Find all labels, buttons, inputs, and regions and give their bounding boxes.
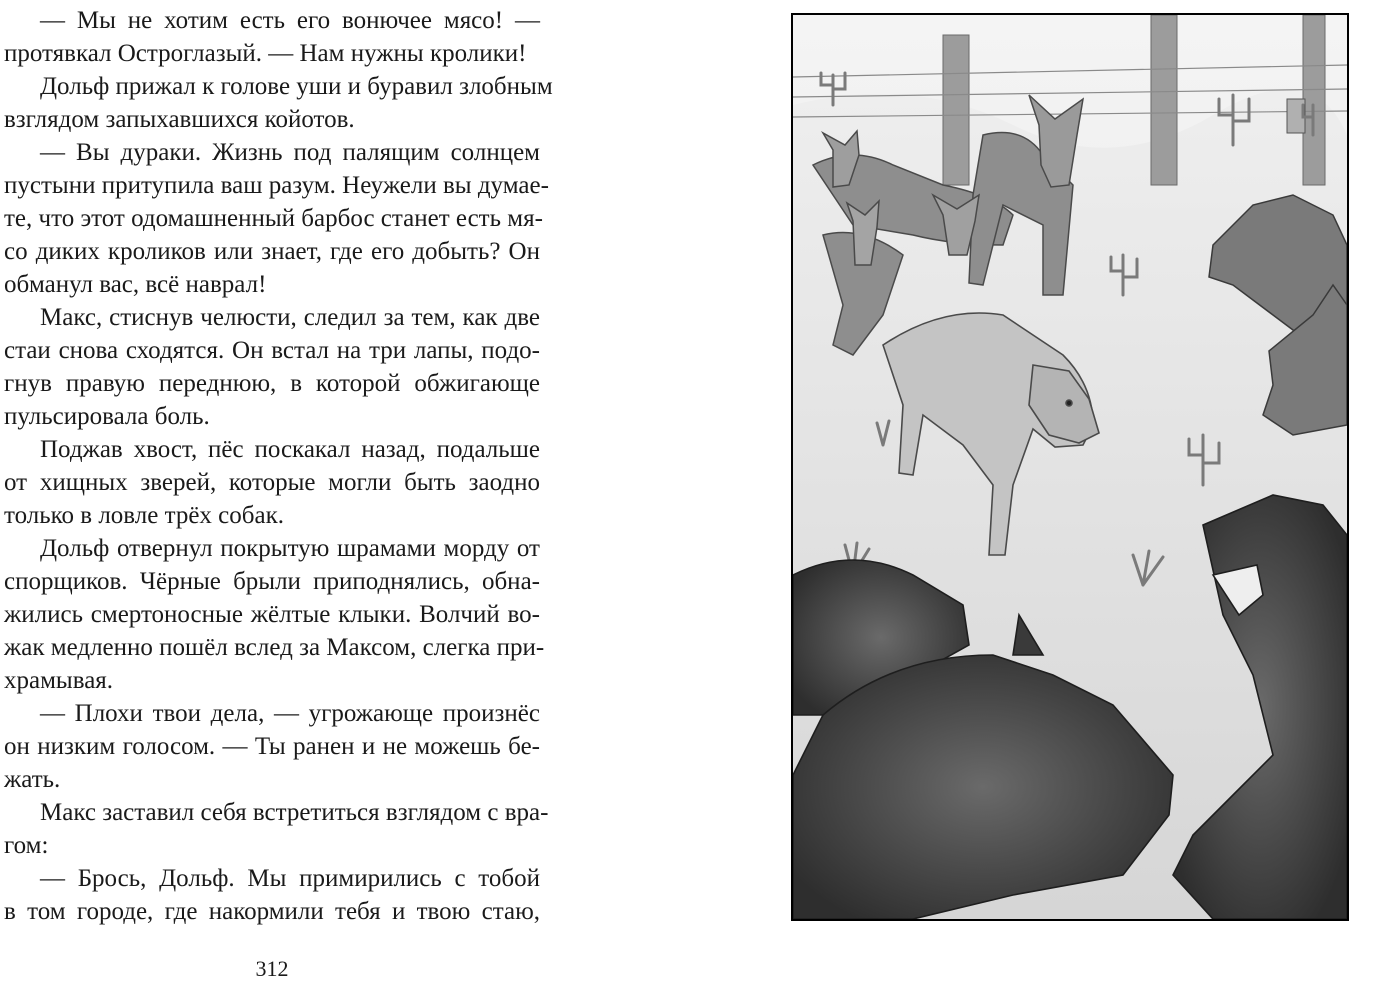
text-line: только в ловле трёх собак. xyxy=(4,502,284,529)
paragraph xyxy=(4,136,549,301)
paragraph xyxy=(4,532,545,697)
illustration-wolves-and-dog xyxy=(791,13,1349,921)
text-line: гнув правую переднюю, в которой обжигающе xyxy=(4,370,540,397)
text-line: спорщиков. Чёрные брыли приподнялись, обна- xyxy=(4,568,540,595)
text-line: гом: xyxy=(4,832,49,859)
text-line: храмывая. xyxy=(4,667,114,694)
text-line: в том городе, где накормили тебя и твою стаю, xyxy=(4,898,540,925)
text-line: — Мы не хотим есть его вонючее мясо! — xyxy=(40,7,540,34)
paragraph xyxy=(4,433,540,532)
text-line: от хищных зверей, которые могли быть заодно xyxy=(4,469,540,496)
text-line: — Плохи твои дела, — угрожающе произнёс xyxy=(40,700,540,727)
text-line: Макс, стиснув челюсти, следил за тем, как две xyxy=(40,304,540,331)
page-number: 312 xyxy=(255,956,289,981)
paragraph xyxy=(4,4,540,70)
text-line: стаи снова сходятся. Он встал на три лапы, подо- xyxy=(4,337,540,364)
paragraph xyxy=(4,697,540,796)
text-line: Дольф отвернул покрытую шрамами морду от xyxy=(40,535,540,562)
text-line: Дольф прижал к голове уши и буравил злобным xyxy=(40,73,553,100)
text-line: — Брось, Дольф. Мы примирились с тобой xyxy=(40,865,540,892)
text-line: — Вы дураки. Жизнь под палящим солнцем xyxy=(40,139,540,166)
text-line: пульсировала боль. xyxy=(4,403,210,430)
paragraph xyxy=(4,301,540,433)
text-line: Макс заставил себя встретиться взглядом с вра- xyxy=(40,799,549,826)
paragraph xyxy=(4,70,553,136)
text-line: протявкал Остроглазый. — Нам нужны кролики! xyxy=(4,40,527,67)
text-line: взглядом запыхавшихся койотов. xyxy=(4,106,355,133)
book-page-text xyxy=(4,4,553,928)
paragraph xyxy=(4,862,540,928)
text-line: жак медленно пошёл вслед за Максом, слегка при- xyxy=(4,634,545,661)
text-line: жились смертоносные жёлтые клыки. Волчий во- xyxy=(4,601,540,628)
text-line: Поджав хвост, пёс поскакал назад, подальше xyxy=(40,436,540,463)
text-line: он низким голосом. — Ты ранен и не можешь бе- xyxy=(4,733,540,760)
text-line: обманул вас, всё наврал! xyxy=(4,271,267,298)
text-line: те, что этот одомашненный барбос станет есть мя- xyxy=(4,205,543,232)
paragraph xyxy=(4,796,549,862)
text-line: со диких кроликов или знает, где его добыть? Он xyxy=(4,238,540,265)
text-line: жать. xyxy=(4,766,61,793)
text-line: пустыни притупила ваш разум. Неужели вы думае- xyxy=(4,172,549,199)
